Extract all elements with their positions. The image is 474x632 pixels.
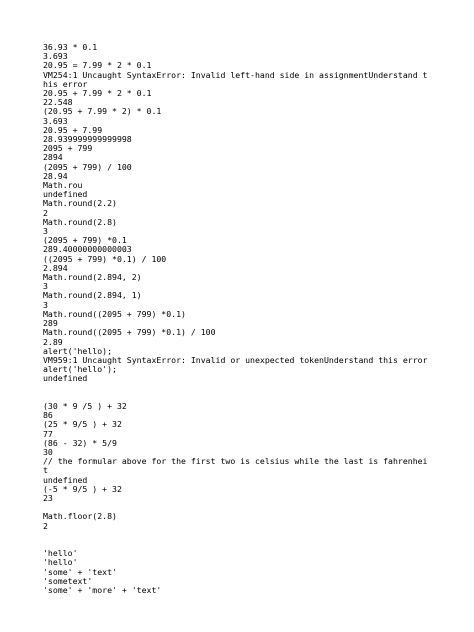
console-line: Math.round(2.894, 2) (43, 272, 142, 283)
console-line: 2 (43, 520, 48, 531)
console-line (43, 540, 428, 549)
console-line: 20.95 + 7.99 (43, 124, 103, 135)
console-line: Math.round(2.2) (43, 198, 117, 209)
console-line: undefined (43, 474, 88, 485)
console-line: 'some' + 'text' (43, 566, 117, 577)
console-line: 'sometext' (43, 575, 93, 586)
console-line: 289 (43, 318, 58, 329)
console-line (43, 531, 428, 540)
console-line: 2 (43, 207, 48, 218)
console-line: VM254:1 Uncaught SyntaxError: Invalid left-hand side in assignmentUnderstand this error (43, 69, 428, 89)
console-line: 77 (43, 428, 53, 439)
console-line: Math.round((2095 + 799) *0.1) (43, 308, 186, 319)
console-line: 2.894 (43, 262, 68, 273)
console-line: undefined (43, 373, 88, 384)
console-line: 3 (43, 226, 48, 237)
console-line: undefined (43, 189, 88, 200)
console-line: 36.93 * 0.1 (43, 42, 98, 52)
console-line (43, 384, 428, 393)
console-line: 289.40000000000003 (43, 244, 132, 255)
console-line: // the formular above for the first two is celsius while the last is fahrenheit (43, 456, 428, 476)
console-line: (30 * 9 /5 ) + 32 (43, 400, 127, 411)
console-line: Math.floor(2.8) (43, 511, 117, 522)
console-line: 'hello' (43, 557, 78, 568)
console-line: 86 (43, 410, 53, 421)
console-line: 28.94 (43, 170, 68, 181)
console-line: Math.round(2.894, 1) (43, 290, 142, 301)
console-line: VM959:1 Uncaught SyntaxError: Invalid or unexpected tokenUnderstand this error (43, 354, 428, 365)
console-line: 28.939999999999998 (43, 134, 132, 145)
console-line: alert('hello'); (43, 364, 117, 375)
console-line: 'some' + 'more' + 'text' (43, 584, 162, 595)
console-line: 'hello' (43, 548, 78, 559)
console-line: 20.95 + 7.99 * 2 * 0.1 (43, 88, 152, 99)
console-line: 23 (43, 492, 53, 503)
console-line: 2.89 (43, 336, 63, 347)
console-line: 20.95 = 7.99 * 2 * 0.1 (43, 60, 152, 71)
console-line: Math.round(2.8) (43, 216, 117, 227)
console-line: ((2095 + 799) *0.1) / 100 (43, 253, 167, 264)
console-line: 3.693 (43, 51, 68, 62)
console-line: (2095 + 799) *0.1 (43, 235, 127, 246)
console-line: 2095 + 799 (43, 143, 93, 154)
console-line: Math.rou (43, 180, 83, 191)
console-line: 22.548 (43, 97, 73, 108)
console-line: (20.95 + 7.99 * 2) * 0.1 (43, 106, 162, 117)
console-line: Math.round((2095 + 799) *0.1) / 100 (43, 327, 216, 338)
console-log-text (43, 43, 428, 595)
console-line: 3 (43, 299, 48, 310)
console-line: (2095 + 799) / 100 (43, 161, 132, 172)
console-line: 3.693 (43, 115, 68, 126)
console-line: alert('hello); (43, 345, 113, 356)
console-line: (25 * 9/5 ) + 32 (43, 419, 122, 430)
console-line: (86 - 32) * 5/9 (43, 437, 117, 448)
console-line: 2894 (43, 152, 63, 163)
console-line: (-5 * 9/5 ) + 32 (43, 483, 122, 494)
console-line: 30 (43, 446, 53, 457)
console-line: 3 (43, 281, 48, 292)
